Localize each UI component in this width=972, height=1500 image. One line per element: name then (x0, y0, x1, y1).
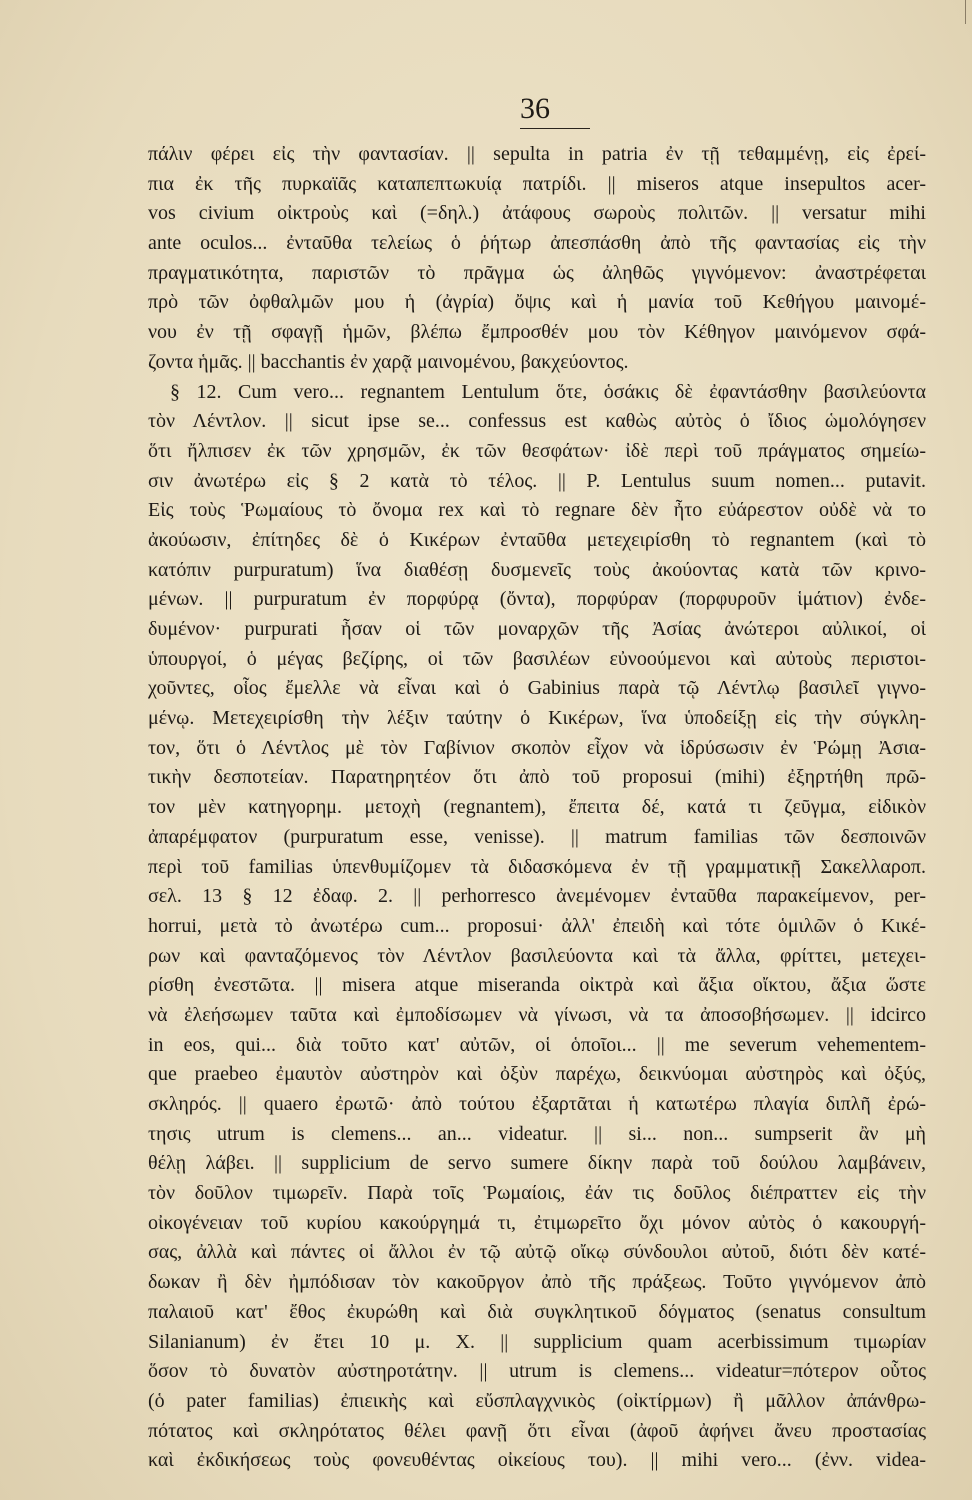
text-line: καὶ ἐκδικήσεως τοὺς φονευθέντας οἰκείους του). || mihi vero... (ἐνν. videa- (148, 1449, 926, 1472)
text-line: τον μὲν κατηγορημ. μετοχὴ (regnantem), ἔπειτα δέ, κατά τι ζεῦγμα, εἰδικὸν (148, 796, 926, 819)
text-line: horrui, μετὰ τὸ ἀνωτέρω cum... proposui· ἀλλ' ἐπειδὴ καὶ τότε ὁμιλῶν ὁ Κικέ- (148, 914, 926, 937)
text-line: τὸν δοῦλον τιμωρεῖν. Παρὰ τοῖς Ῥωμαίοις, ἐάν τις δοῦλος διέπραττεν εἰς τὴν (148, 1182, 926, 1205)
text-line: σιν ἀνωτέρω εἰς § 2 κατὰ τὸ τέλος. || P. Lentulus suum nomen... putavit. (148, 469, 926, 492)
text-line: οἰκογένειαν τοῦ κυρίου κακούργημά τι, ἐτιμωρεῖτο ὄχι μόνον αὐτὸς ὁ κακουργή- (148, 1211, 926, 1234)
text-line: vos civium οἰκτροὺς καὶ (=δηλ.) ἀτάφους σωροὺς πολιτῶν. || versatur mihi (148, 202, 926, 225)
text-line: ρίσθη ἐνεστῶτα. || misera atque miseranda οἰκτρὰ καὶ ἄξια οἴκτου, ἄξια ὥστε (148, 974, 926, 997)
text-line: ὅτι ἤλπισεν ἐκ τῶν χρησμῶν, ἐκ τῶν θεσφάτων· ἰδὲ περὶ τοῦ πράγματος σημείω- (148, 439, 926, 462)
text-line: Silanianum) ἐν ἔτει 10 μ. Χ. || supplicium quam acerbissimum τιμωρίαν (148, 1330, 926, 1353)
text-line: τον, ὅτι ὁ Λέντλος μὲ τὸν Γαβίνιον σκοπὸν εἶχον νὰ ἱδρύσωσιν ἐν Ῥώμῃ Ἀσια- (148, 736, 926, 759)
text-line: πια ἐκ τῆς πυρκαϊᾶς καταπεπτωκυίᾳ πατρίδι. || miseros atque insepultos acer- (148, 172, 926, 195)
text-line: περὶ τοῦ familias ὑπενθυμίζομεν τὰ διδασκόμενα ἐν τῇ γραμματικῇ Σακελλαροπ. (148, 855, 926, 878)
text-line: que praebeo ἐμαυτὸν αὐστηρὸν καὶ ὀξὺν παρέχω, δεικνύομαι αὐστηρὸς καὶ ὀξύς, (148, 1063, 926, 1086)
text-line: νὰ ἐλεήσωμεν ταῦτα καὶ ἐμποδίσωμεν νὰ γίνωσι, νὰ τα ἀποσοβήσωμεν. || idcirco (148, 1003, 926, 1026)
text-line: δυμένον· purpurati ἦσαν οἱ τῶν μοναρχῶν τῆς Ἀσίας ἀνώτεροι αὐλικοί, οἱ (148, 618, 926, 640)
text-line: in eos, qui... διὰ τοῦτο κατ' αὐτῶν, οἱ ὁποῖοι... || me severum vehementem- (148, 1033, 926, 1056)
text-line: (ὁ pater familias) ἐπιεικὴς καὶ εὔσπλαγχνικὸς (οἰκτίρμων) ἢ μᾶλλον ἀπάνθρω- (148, 1389, 926, 1412)
text-line: δωκαν ἢ δὲν ἠμπόδισαν τὸν κακοῦργον ἀπὸ τῆς πράξεως. Τοῦτο γιγνόμενον ἀπὸ (148, 1271, 926, 1294)
text-line: σας, ἀλλὰ καὶ πάντες οἱ ἄλλοι ἐν τῷ αὐτῷ οἴκῳ σύνδουλοι αὐτοῦ, διότι δὲν κατέ- (148, 1241, 926, 1264)
text-line: σελ. 13 § 12 ἐδαφ. 2. || perhorresco ἀνεμένομεν ἐνταῦθα παρακείμενον, per- (148, 885, 926, 908)
text-line: θέλῃ λάβει. || supplicium de servo sumere δίκην παρὰ τοῦ δούλου λαμβάνειν, (148, 1152, 926, 1175)
page-edge-mark (965, 0, 966, 24)
text-line: Εἰς τοὺς Ῥωμαίους τὸ ὄνομα rex καὶ τὸ regnare δὲν ἦτο εὐάρεστον οὐδὲ νὰ το (148, 499, 926, 522)
text-line: μένων. || purpuratum ἐν πορφύρᾳ (ὄντα), πορφύραν (πορφυροῦν ἱμάτιον) ἐνδε- (148, 588, 926, 611)
text-line: τησις utrum is clemens... an... videatur. || si... non... sumpserit ἂν μὴ (148, 1122, 926, 1145)
text-line: παλαιοῦ κατ' ἔθος ἐκυρώθη καὶ διὰ συγκλητικοῦ δόγματος (senatus consultum (148, 1300, 926, 1323)
text-line: μένῳ. Μετεχειρίσθη τὴν λέξιν ταύτην ὁ Κικέρων, ἵνα ὑποδείξῃ εἰς τὴν σύγκλη- (148, 707, 926, 730)
text-line: πότατος καὶ σκληρότατος θέλει φανῇ ὅτι εἶναι (ἀφοῦ ἀφήνει ἄνευ προστασίας (148, 1419, 926, 1442)
text-line: τὸν Λέντλον. || sicut ipse se... confessus est καθὼς αὐτὸς ὁ ἴδιος ὡμολόγησεν (148, 410, 926, 433)
text-line: πάλιν φέρει εἰς τὴν φαντασίαν. || sepulta in patria ἐν τῇ τεθαμμένῃ, εἰς ἐρεί- (148, 143, 926, 165)
text-line: τικὴν δεσποτείαν. Παρατηρητέον ὅτι ἀπὸ τοῦ proposui (mihi) ἐξηρτήθη πρῶ- (148, 766, 926, 789)
text-line: σκληρός. || quaero ἐρωτῶ· ἀπὸ τούτου ἐξαρτᾶται ἡ κατωτέρω πλαγία διπλῆ ἐρώ- (148, 1093, 926, 1115)
text-line: ὑπουργοί, ὁ μέγας βεζίρης, οἱ τῶν βασιλέων εὐνοούμενοι καὶ αὐτοὺς περιστοι- (148, 647, 926, 670)
commentary-text (148, 140, 926, 1476)
text-line: ζοντα ἡμᾶς. || bacchantis ἐν χαρᾷ μαινομένου, βακχεύοντος. (148, 350, 629, 373)
text-line: νου ἐν τῇ σφαγῇ ἡμῶν, βλέπω ἔμπροσθέν μου τὸν Κέθηγον μαινόμενον σφά- (148, 321, 926, 344)
text-line: ρων καὶ φανταζόμενος τὸν Λέντλον βασιλεύοντα καὶ τὰ ἄλλα, φρίττει, μετεχει- (148, 944, 926, 967)
text-line: κατόπιν purpuratum) ἵνα διαθέσῃ δυσμενεῖς τοὺς ἀκούοντας κατὰ τῶν κρινο- (148, 558, 926, 581)
section-heading-line: § 12. Cum vero... regnantem Lentulum ὅτε, ὁσάκις δὲ ἐφαντάσθην βασιλεύοντα (170, 380, 926, 403)
text-line: χοῦντες, οἷος ἔμελλε νὰ εἶναι καὶ ὁ Gabinius παρὰ τῷ Λέντλῳ βασιλεῖ γιγνο- (148, 677, 926, 700)
text-line: πρὸ τῶν ὀφθαλμῶν μου ἡ (ἀγρία) ὄψις καὶ ἡ μανία τοῦ Κεθήγου μαινομέ- (148, 291, 926, 314)
text-line: ante oculos... ἐνταῦθα τελείως ὁ ῥήτωρ ἀπεσπάσθη ἀπὸ τῆς φαντασίας εἰς τὴν (148, 232, 926, 255)
page-number: 36 (520, 92, 590, 129)
text-line: ὅσον τὸ δυνατὸν αὐστηροτάτην. || utrum is clemens... videatur=πότερον οὗτος (148, 1360, 926, 1383)
text-line: ἀκούωσιν, ἐπίτηδες δὲ ὁ Κικέρων ἐνταῦθα μετεχειρίσθη τὸ regnantem (καὶ τὸ (148, 528, 926, 551)
text-line: ἀπαρέμφατον (purpuratum esse, venisse). || matrum familias τῶν δεσποινῶν (148, 825, 926, 848)
text-line: πραγματικότητα, παριστῶν τὸ πρᾶγμα ὡς ἀληθῶς γιγνόμενον: ἀναστρέφεται (148, 261, 926, 284)
